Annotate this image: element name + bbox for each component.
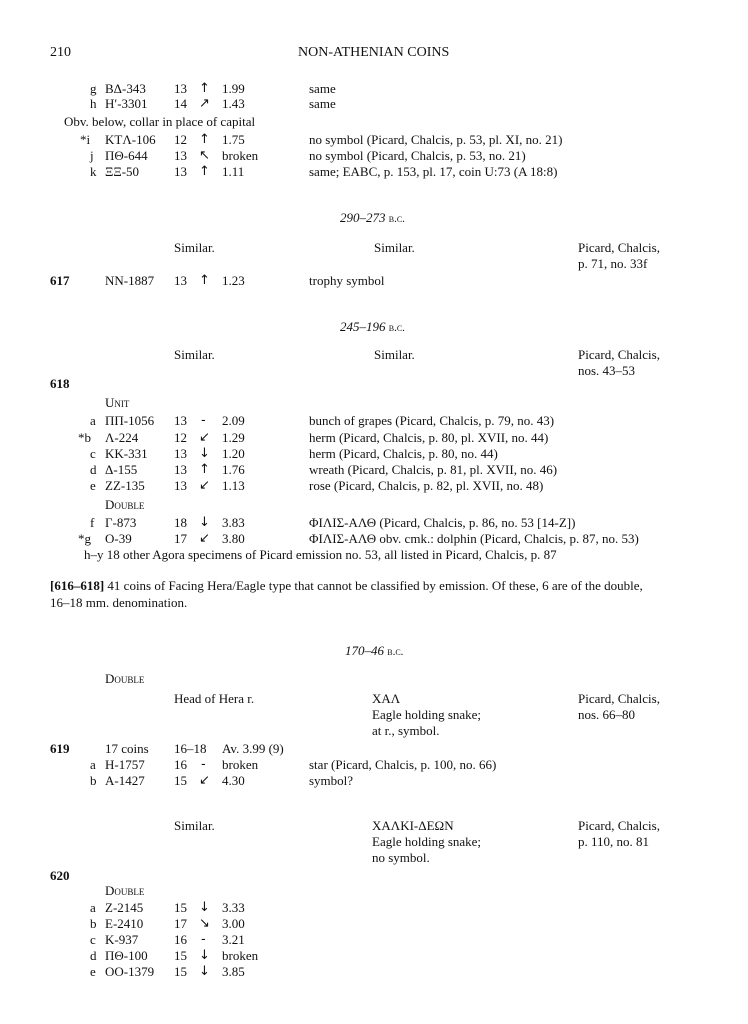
die-axis-arrow: ↑ bbox=[199, 81, 210, 96]
description: ΦΙΛΙΣ-ΑΛΘ (Picard, Chalcis, p. 86, no. 53 [14-Z]) bbox=[309, 515, 576, 530]
obverse-type: Similar. bbox=[174, 240, 215, 255]
die-axis-arrow: - bbox=[201, 932, 206, 947]
die-axis-arrow: ↘ bbox=[199, 916, 210, 931]
die-axis-arrow: ↖ bbox=[199, 148, 210, 163]
inventory-number: BΔ-343 bbox=[105, 81, 146, 96]
die-axis-arrow: ↑ bbox=[199, 132, 210, 147]
die-diameter: 13 bbox=[174, 81, 187, 96]
weight: 2.09 bbox=[222, 413, 245, 428]
description: star (Picard, Chalcis, p. 100, no. 66) bbox=[309, 757, 497, 772]
obverse-type: Head of Hera r. bbox=[174, 691, 255, 706]
die-diameter: 16 bbox=[174, 757, 187, 772]
die-diameter: 13 bbox=[174, 446, 187, 461]
die-axis-arrow: ↓ bbox=[199, 900, 210, 915]
period-era: b.c. bbox=[388, 322, 405, 334]
description: same bbox=[309, 81, 336, 96]
entry-letter: j bbox=[90, 148, 94, 163]
description: wreath (Picard, Chalcis, p. 81, pl. XVII, no. 46) bbox=[309, 462, 558, 477]
die-axis-arrow: ↗ bbox=[199, 96, 210, 111]
reverse-type: Eagle holding snake; bbox=[372, 834, 482, 849]
die-diameter: 12 bbox=[174, 430, 187, 445]
entry-letter: a bbox=[90, 413, 96, 428]
description: no symbol (Picard, Chalcis, p. 53, no. 21) bbox=[309, 148, 526, 163]
inventory-number: ZZ-135 bbox=[105, 478, 145, 493]
entry-letter: b bbox=[90, 773, 97, 788]
description: symbol? bbox=[309, 773, 354, 788]
weight: 1.29 bbox=[222, 430, 245, 445]
die-axis-arrow: ↓ bbox=[199, 446, 210, 461]
entry-letter: k bbox=[90, 164, 97, 179]
period-era: b.c. bbox=[388, 213, 405, 225]
die-diameter: 13 bbox=[174, 164, 187, 179]
group-note-ref: [616–618] bbox=[50, 578, 105, 593]
weight: Av. 3.99 (9) bbox=[222, 741, 284, 756]
entry-letter: f bbox=[90, 515, 95, 530]
period-heading bbox=[340, 210, 405, 227]
weight: 1.43 bbox=[222, 96, 245, 111]
inventory-number: K-937 bbox=[105, 932, 139, 947]
die-diameter: 13 bbox=[174, 478, 187, 493]
page-title: NON-ATHENIAN COINS bbox=[298, 45, 450, 60]
die-axis-arrow: ↙ bbox=[199, 478, 210, 493]
summary-line: h–y 18 other Agora specimens of Picard emission no. 53, all listed in Picard, Chalcis, p. 87 bbox=[84, 547, 557, 562]
weight: 3.80 bbox=[222, 531, 245, 546]
weight: 3.83 bbox=[222, 515, 245, 530]
reverse-type: Similar. bbox=[374, 240, 415, 255]
entry-letter: a bbox=[90, 757, 96, 772]
entry-letter: b bbox=[90, 916, 97, 931]
inventory-number: Γ-873 bbox=[105, 515, 137, 530]
die-axis-arrow: ↑ bbox=[199, 273, 210, 288]
entry-letter: c bbox=[90, 446, 96, 461]
weight: 1.23 bbox=[222, 273, 245, 288]
description: herm (Picard, Chalcis, p. 80, no. 44) bbox=[309, 446, 498, 461]
entry-letter: g bbox=[90, 81, 97, 96]
weight: broken bbox=[222, 948, 259, 963]
entry-letter: c bbox=[90, 932, 96, 947]
inventory-number: ΠΠ-1056 bbox=[105, 413, 155, 428]
reference-line-2: nos. 43–53 bbox=[578, 363, 636, 378]
reference-line-2: p. 71, no. 33f bbox=[578, 256, 648, 271]
reverse-type-continued: at r., symbol. bbox=[372, 723, 440, 738]
die-axis-arrow: ↙ bbox=[199, 430, 210, 445]
denomination-label: Double bbox=[105, 497, 145, 512]
group-note bbox=[50, 578, 643, 594]
description: same bbox=[309, 96, 336, 111]
period-years: 170–46 bbox=[345, 643, 384, 658]
period-years: 290–273 bbox=[340, 210, 386, 225]
die-diameter: 18 bbox=[174, 515, 187, 530]
die-diameter: 15 bbox=[174, 900, 187, 915]
obverse-type: Similar. bbox=[174, 818, 215, 833]
inventory-number: KTΛ-106 bbox=[105, 132, 156, 147]
inventory-number: ΞΞ-50 bbox=[105, 164, 140, 179]
die-diameter: 16 bbox=[174, 932, 187, 947]
reverse-legend: ΧΑΛΚΙ-ΔΕΩΝ bbox=[372, 818, 454, 833]
weight: 1.20 bbox=[222, 446, 245, 461]
inventory-number: O-39 bbox=[105, 531, 132, 546]
denomination-label: Double bbox=[105, 883, 145, 898]
entry-letter: e bbox=[90, 478, 96, 493]
reverse-type: Eagle holding snake; bbox=[372, 707, 482, 722]
reverse-type-continued: no symbol. bbox=[372, 850, 430, 865]
die-diameter: 17 bbox=[174, 531, 187, 546]
die-axis-arrow: ↑ bbox=[199, 462, 210, 477]
inventory-number: ΠΘ-100 bbox=[105, 948, 148, 963]
catalog-number: 620 bbox=[50, 868, 70, 883]
entry-letter: *g bbox=[78, 531, 91, 546]
period-heading bbox=[345, 643, 403, 660]
die-diameter: 13 bbox=[174, 413, 187, 428]
period-years: 245–196 bbox=[340, 319, 386, 334]
reverse-type: Similar. bbox=[374, 347, 415, 362]
description: same; EABC, p. 153, pl. 17, coin U:73 (A 18:8) bbox=[309, 164, 558, 179]
entry-letter: e bbox=[90, 964, 96, 979]
weight: broken bbox=[222, 757, 259, 772]
die-diameter: 12 bbox=[174, 132, 187, 147]
weight: 1.13 bbox=[222, 478, 245, 493]
die-diameter: 13 bbox=[174, 273, 187, 288]
die-axis-arrow: ↙ bbox=[199, 531, 210, 546]
entry-letter: *b bbox=[78, 430, 91, 445]
weight: 3.21 bbox=[222, 932, 245, 947]
page-number: 210 bbox=[50, 45, 71, 60]
die-diameter: 13 bbox=[174, 462, 187, 477]
inventory-number: Λ-224 bbox=[105, 430, 139, 445]
die-diameter: 15 bbox=[174, 773, 187, 788]
description: bunch of grapes (Picard, Chalcis, p. 79, no. 43) bbox=[309, 413, 555, 428]
reference-line-1: Picard, Chalcis, bbox=[578, 347, 660, 362]
inventory-number: A-1427 bbox=[105, 773, 145, 788]
period-era: b.c. bbox=[387, 646, 404, 658]
period-heading bbox=[340, 319, 405, 336]
die-axis-arrow: ↓ bbox=[199, 948, 210, 963]
reverse-legend: ΧΑΛ bbox=[372, 691, 401, 706]
weight: 4.30 bbox=[222, 773, 245, 788]
reference-line-2: p. 110, no. 81 bbox=[578, 834, 650, 849]
entry-letter: a bbox=[90, 900, 96, 915]
catalog-number: 619 bbox=[50, 741, 70, 756]
denomination-label: Double bbox=[105, 671, 145, 686]
obverse-type: Similar. bbox=[174, 347, 215, 362]
catalog-number: 618 bbox=[50, 376, 70, 391]
weight: 1.99 bbox=[222, 81, 245, 96]
description: rose (Picard, Chalcis, p. 82, pl. XVII, no. 48) bbox=[309, 478, 544, 493]
die-axis-arrow: - bbox=[201, 413, 206, 428]
die-diameter: 15 bbox=[174, 948, 187, 963]
description: herm (Picard, Chalcis, p. 80, pl. XVII, no. 44) bbox=[309, 430, 549, 445]
die-axis-arrow: ↙ bbox=[199, 773, 210, 788]
weight: 3.33 bbox=[222, 900, 245, 915]
die-diameter: 14 bbox=[174, 96, 187, 111]
inventory-number: Δ-155 bbox=[105, 462, 138, 477]
die-axis-arrow: - bbox=[201, 757, 206, 772]
inventory-number: OO-1379 bbox=[105, 964, 155, 979]
inventory-number: H′-3301 bbox=[105, 96, 148, 111]
description: ΦΙΛΙΣ-ΑΛΘ obv. cmk.: dolphin (Picard, Chalcis, p. 87, no. 53) bbox=[309, 531, 639, 546]
weight: 1.76 bbox=[222, 462, 245, 477]
die-diameter: 13 bbox=[174, 148, 187, 163]
inventory-number: NN-1887 bbox=[105, 273, 155, 288]
weight: 3.85 bbox=[222, 964, 245, 979]
reference-line-2: nos. 66–80 bbox=[578, 707, 636, 722]
obverse-note: Obv. below, collar in place of capital bbox=[64, 114, 256, 129]
weight: 1.75 bbox=[222, 132, 245, 147]
die-axis-arrow: ↑ bbox=[199, 164, 210, 179]
description: no symbol (Picard, Chalcis, p. 53, pl. XI, no. 21) bbox=[309, 132, 563, 147]
inventory-number: Z-2145 bbox=[105, 900, 144, 915]
denomination-label: Unit bbox=[105, 395, 130, 410]
entry-letter: d bbox=[90, 462, 97, 477]
group-note-continuation: 16–18 mm. denomination. bbox=[50, 595, 188, 610]
die-axis-arrow: ↓ bbox=[199, 964, 210, 979]
die-diameter: 15 bbox=[174, 964, 187, 979]
die-axis-arrow: ↓ bbox=[199, 515, 210, 530]
inventory-number: H-1757 bbox=[105, 757, 145, 772]
reference-line-1: Picard, Chalcis, bbox=[578, 691, 660, 706]
catalog-number: 617 bbox=[50, 273, 70, 288]
inventory-number: KK-331 bbox=[105, 446, 148, 461]
inventory-number: E-2410 bbox=[105, 916, 144, 931]
description: trophy symbol bbox=[309, 273, 385, 288]
die-diameter: 17 bbox=[174, 916, 187, 931]
entry-letter: h bbox=[90, 96, 97, 111]
group-note-text: 41 coins of Facing Hera/Eagle type that cannot be classified by emission. Of these, 6 are of the double, bbox=[107, 578, 643, 593]
weight: broken bbox=[222, 148, 259, 163]
die-diameter: 16–18 bbox=[174, 741, 207, 756]
weight: 3.00 bbox=[222, 916, 245, 931]
weight: 1.11 bbox=[222, 164, 245, 179]
reference-line-1: Picard, Chalcis, bbox=[578, 818, 660, 833]
reference-line-1: Picard, Chalcis, bbox=[578, 240, 660, 255]
entry-letter: *i bbox=[80, 132, 91, 147]
inventory-number: ΠΘ-644 bbox=[105, 148, 148, 163]
entry-letter: d bbox=[90, 948, 97, 963]
coin-count: 17 coins bbox=[105, 741, 149, 756]
